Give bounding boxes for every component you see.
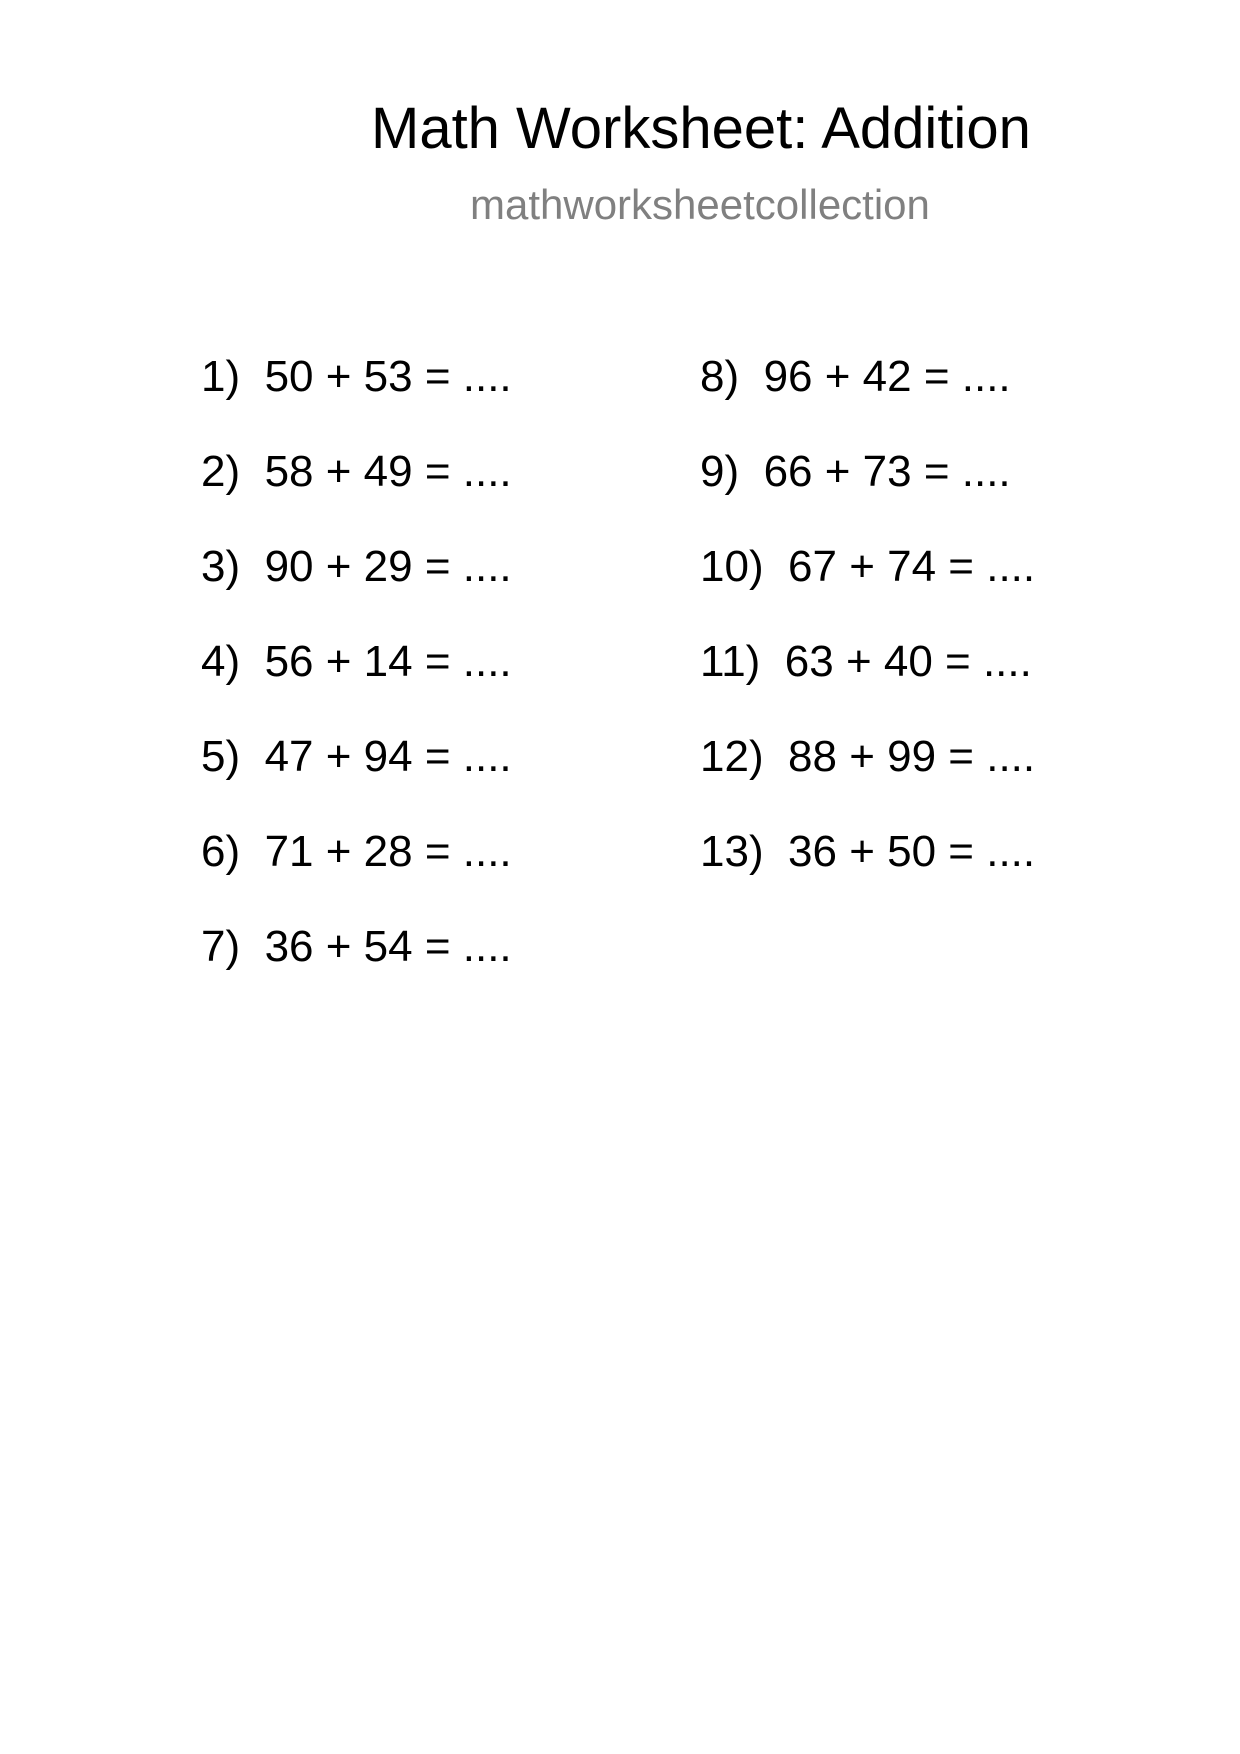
problem-13: 13) 36 + 50 = .... <box>700 827 1036 876</box>
problem-4: 4) 56 + 14 = .... <box>201 637 512 686</box>
problem-10: 10) 67 + 74 = .... <box>700 542 1036 591</box>
problems-column-left <box>201 352 512 1020</box>
problem-3: 3) 90 + 29 = .... <box>201 542 512 591</box>
problem-11: 11) 63 + 40 = .... <box>700 637 1032 686</box>
problem-2: 2) 58 + 49 = .... <box>201 447 512 496</box>
problem-8: 8) 96 + 42 = .... <box>700 352 1011 401</box>
problems-column-right <box>700 352 1036 925</box>
problem-6: 6) 71 + 28 = .... <box>201 827 512 876</box>
problem-12: 12) 88 + 99 = .... <box>700 732 1036 781</box>
worksheet-title: Math Worksheet: Addition <box>371 96 1031 161</box>
problem-7: 7) 36 + 54 = .... <box>201 922 512 971</box>
problem-5: 5) 47 + 94 = .... <box>201 732 512 781</box>
problem-1: 1) 50 + 53 = .... <box>201 352 512 401</box>
worksheet-subtitle: mathworksheetcollection <box>470 181 930 228</box>
problem-9: 9) 66 + 73 = .... <box>700 447 1011 496</box>
